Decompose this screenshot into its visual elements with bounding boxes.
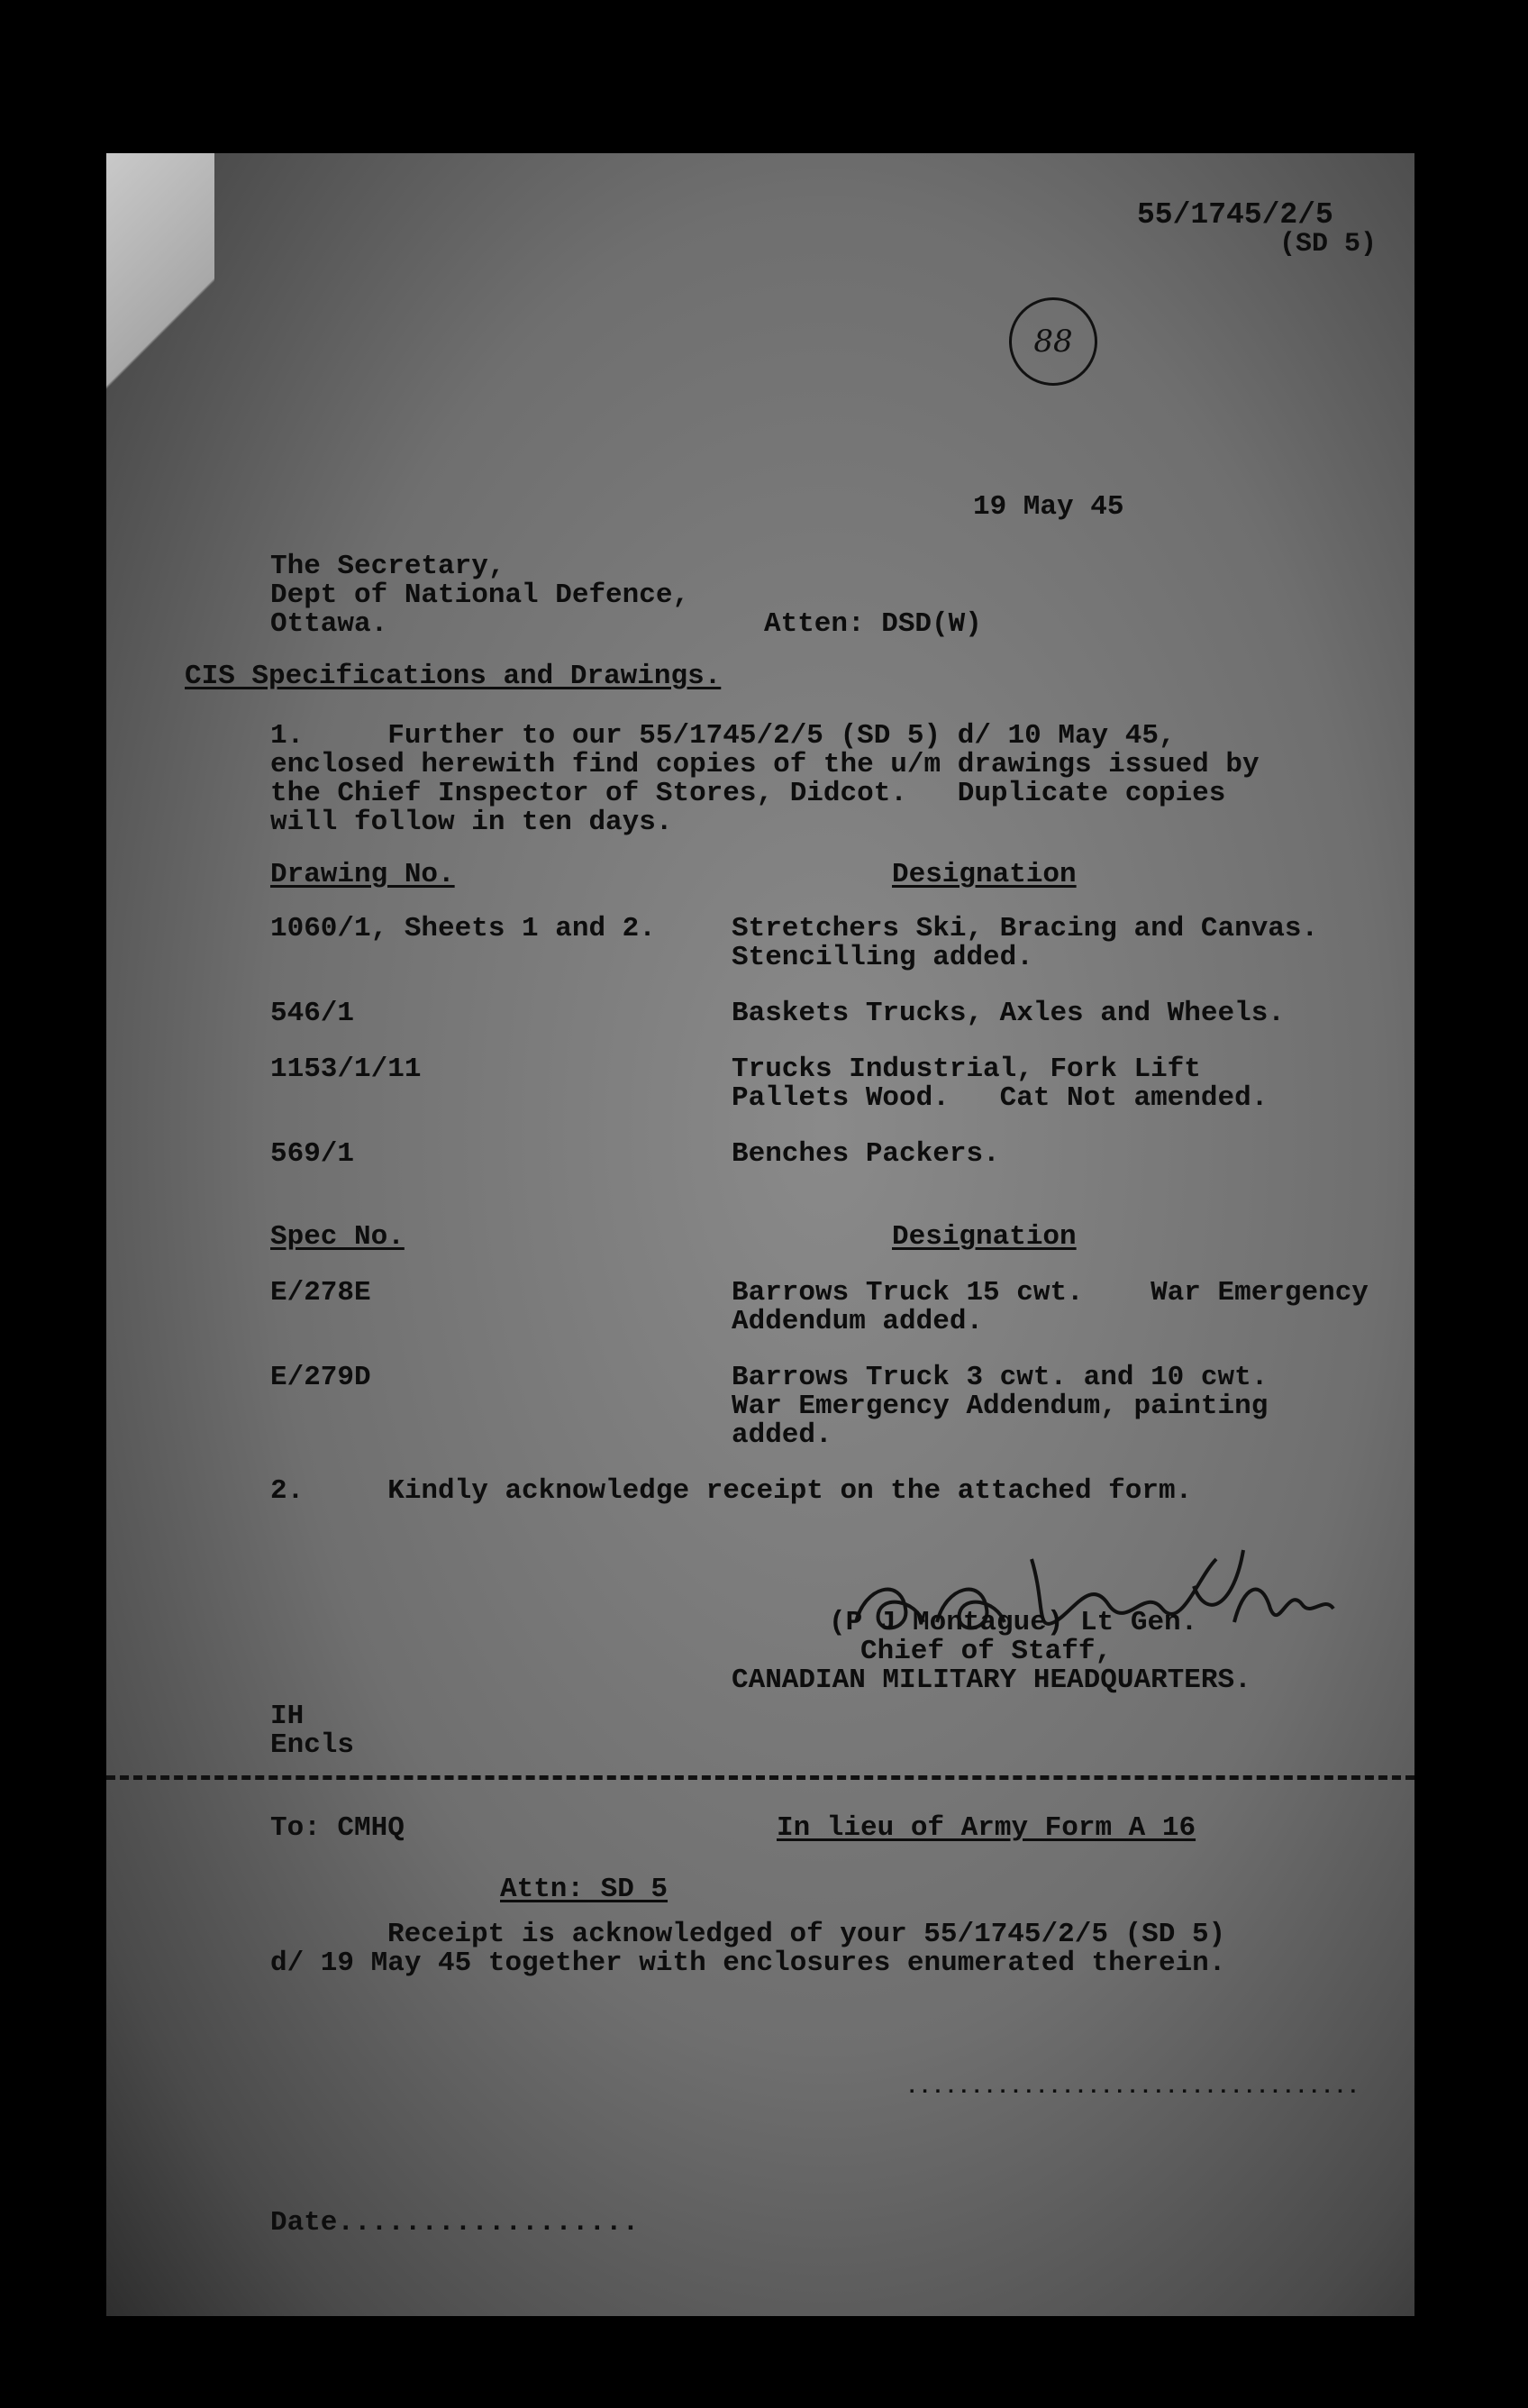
addressee-line-1: The Secretary, bbox=[270, 551, 505, 582]
spec-row-2-desc-2: War Emergency Addendum, painting bbox=[732, 1391, 1269, 1422]
form-date-line: Date.................. bbox=[270, 2207, 640, 2239]
addressee-line-2: Dept of National Defence, bbox=[270, 579, 690, 611]
addressee-line-3: Ottawa. bbox=[270, 608, 388, 640]
form-to: To: CMHQ bbox=[270, 1812, 405, 1844]
para1-line-2: enclosed herewith find copies of the u/m drawings issued by bbox=[270, 749, 1260, 780]
drawing-no-header: Drawing No. bbox=[270, 859, 455, 890]
drawing-row-3-desc-2: Pallets Wood. Cat Not amended. bbox=[732, 1082, 1269, 1114]
drawing-row-2-desc-1: Baskets Trucks, Axles and Wheels. bbox=[732, 998, 1285, 1029]
tear-off-line bbox=[106, 1775, 1414, 1780]
form-receipt-line-1: Receipt is acknowledged of your 55/1745/2/5 (SD 5) bbox=[387, 1919, 1226, 1950]
para1-line-4: will follow in ten days. bbox=[270, 807, 673, 838]
signatory-line-1: (P J Montague) Lt Gen. bbox=[829, 1607, 1198, 1638]
signatory-line-3: CANADIAN MILITARY HEADQUARTERS. bbox=[732, 1665, 1251, 1696]
form-signature-line: ................................... bbox=[905, 2075, 1360, 2100]
spec-row-2-desc-3: added. bbox=[732, 1419, 832, 1451]
form-attention: Attn: SD 5 bbox=[500, 1874, 668, 1905]
form-receipt-line-2: d/ 19 May 45 together with enclosures enumerated therein. bbox=[270, 1947, 1226, 1979]
reference-suffix: (SD 5) bbox=[1279, 229, 1378, 260]
drawing-row-3-desc-1: Trucks Industrial, Fork Lift bbox=[732, 1054, 1201, 1085]
drawing-designation-header: Designation bbox=[892, 859, 1077, 890]
para2-text: 2. Kindly acknowledge receipt on the attached form. bbox=[270, 1475, 1193, 1507]
signatory-line-2: Chief of Staff, bbox=[860, 1636, 1113, 1667]
enclosures-note: Encls bbox=[270, 1729, 355, 1761]
drawing-row-2-no: 546/1 bbox=[270, 998, 355, 1029]
drawing-row-1-desc-2: Stencilling added. bbox=[732, 942, 1033, 973]
para1-line-1: 1. Further to our 55/1745/2/5 (SD 5) d/ 10 May 45, bbox=[270, 720, 1176, 752]
stamp-number: 88 bbox=[1033, 324, 1073, 360]
initials: IH bbox=[270, 1701, 305, 1732]
spec-designation-header: Designation bbox=[892, 1221, 1077, 1253]
drawing-row-3-no: 1153/1/11 bbox=[270, 1054, 422, 1085]
spec-row-2-desc-1: Barrows Truck 3 cwt. and 10 cwt. bbox=[732, 1362, 1269, 1393]
letter-date: 19 May 45 bbox=[973, 491, 1124, 523]
spec-row-2-no: E/279D bbox=[270, 1362, 371, 1393]
spec-row-1-desc-2: Addendum added. bbox=[732, 1306, 984, 1337]
reference-number: 55/1745/2/5 bbox=[1137, 198, 1333, 232]
drawing-row-4-no: 569/1 bbox=[270, 1138, 355, 1170]
para1-line-3: the Chief Inspector of Stores, Didcot. Duplicate copies bbox=[270, 778, 1226, 809]
drawing-row-1-no: 1060/1, Sheets 1 and 2. bbox=[270, 913, 656, 944]
attention-line: Atten: DSD(W) bbox=[764, 608, 982, 640]
subject-heading: CIS Specifications and Drawings. bbox=[185, 661, 722, 692]
drawing-row-4-desc-1: Benches Packers. bbox=[732, 1138, 1000, 1170]
file-stamp bbox=[1009, 297, 1097, 386]
form-title: In lieu of Army Form A 16 bbox=[777, 1812, 1196, 1844]
drawing-row-1-desc-1: Stretchers Ski, Bracing and Canvas. bbox=[732, 913, 1319, 944]
spec-row-1-desc-1: Barrows Truck 15 cwt. War Emergency bbox=[732, 1277, 1369, 1309]
spec-no-header: Spec No. bbox=[270, 1221, 405, 1253]
spec-row-1-no: E/278E bbox=[270, 1277, 371, 1309]
folded-corner bbox=[106, 153, 214, 433]
